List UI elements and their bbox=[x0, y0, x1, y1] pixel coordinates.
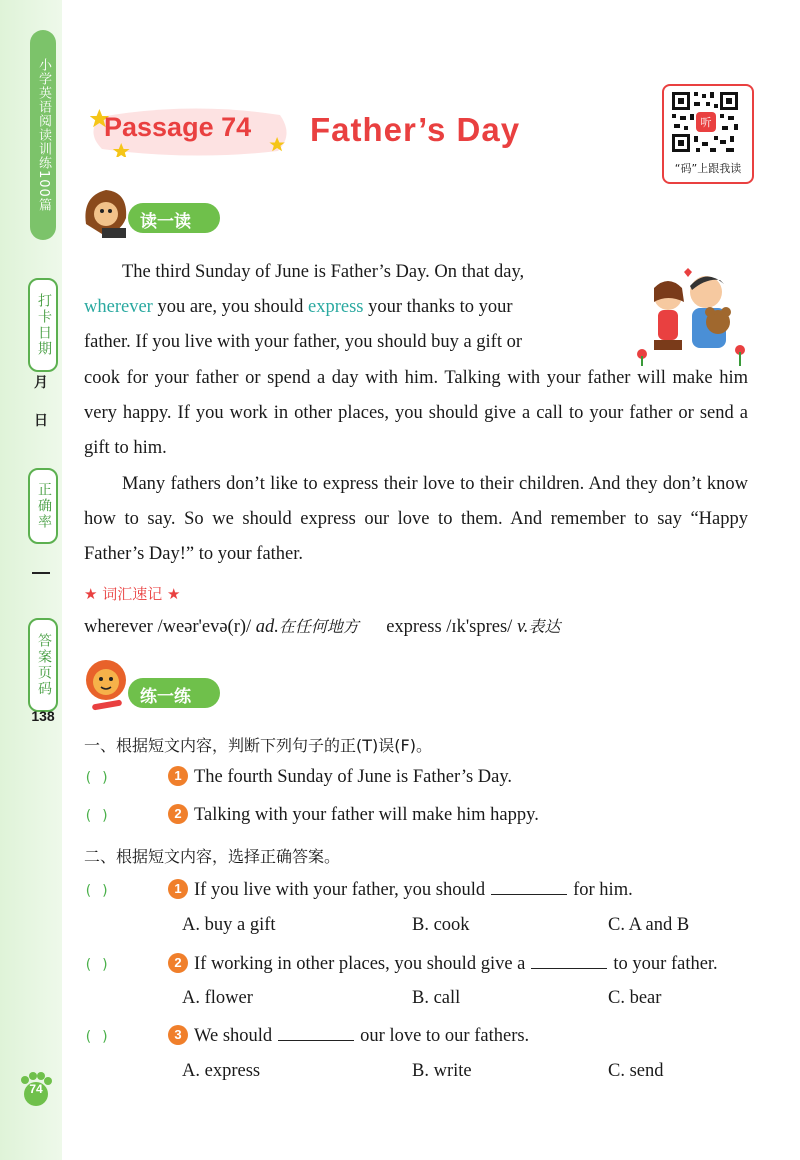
option-b[interactable]: B. call bbox=[412, 988, 461, 1008]
passage-line-2: wherever you are, you should express your thanks to your bbox=[84, 297, 513, 317]
passage-line-1: The third Sunday of June is Father’s Day. On that day, bbox=[122, 262, 525, 282]
vocab-list bbox=[84, 614, 560, 638]
fill-blank[interactable] bbox=[491, 878, 567, 895]
answer-parentheses[interactable]: ( ) bbox=[84, 1029, 110, 1045]
option-b[interactable]: B. cook bbox=[412, 915, 470, 935]
tf-question-2: ( ) 2 Talking with your father will make him happy. bbox=[84, 805, 539, 825]
fill-blank[interactable] bbox=[278, 1024, 354, 1041]
hedgehog-reading-icon bbox=[80, 184, 130, 242]
section-practice-label: 练一练 bbox=[140, 687, 191, 707]
vocab-pos: ad. bbox=[255, 617, 279, 637]
answer-parentheses[interactable]: ( ) bbox=[84, 957, 110, 973]
vocab-word: wherever bbox=[84, 617, 153, 637]
lion-pencil-icon bbox=[82, 654, 132, 714]
vocab-word: express bbox=[386, 617, 442, 637]
vocab-pos: v. bbox=[516, 617, 529, 637]
option-a[interactable]: A. express bbox=[182, 1061, 261, 1081]
checkin-date-label: 打卡日期 bbox=[28, 278, 58, 372]
passage-line-3: father. If you live with your father, you should buy a gift or bbox=[84, 332, 523, 352]
question-number: 1 bbox=[168, 879, 188, 899]
mc-question-1: ( ) 1 If you live with your father, you should for him. bbox=[84, 880, 633, 900]
option-c[interactable]: C. send bbox=[608, 1061, 664, 1081]
vocab-ipa: /ɪk'spres/ bbox=[446, 617, 513, 637]
page-number: 74 bbox=[29, 1082, 43, 1096]
passage-paragraph-2: Many fathers don’t like to express their love to their children. And they don’t know how to say. So we should express our love to them. And remember to say “Happy Father’s Day!” to your father. bbox=[84, 474, 748, 564]
qr-badge-text: 听 bbox=[700, 116, 712, 129]
option-c[interactable]: C. bear bbox=[608, 988, 662, 1008]
fill-blank[interactable] bbox=[531, 952, 607, 969]
question-number: 1 bbox=[168, 766, 188, 786]
qr-code-icon[interactable] bbox=[670, 90, 740, 154]
vocab-title: ★ 词汇速记 ★ bbox=[84, 585, 181, 603]
mc-question-3: ( ) 3 We should our love to our fathers. bbox=[84, 1026, 530, 1046]
qr-caption: “码”上跟我读 bbox=[674, 162, 742, 175]
answer-parentheses[interactable]: ( ) bbox=[84, 883, 110, 899]
vocab-meaning: 在任何地方 bbox=[278, 617, 359, 636]
vocab-ipa: /weər'evə(r)/ bbox=[157, 617, 252, 637]
part2-heading: 二、根据短文内容，选择正确答案。 bbox=[84, 847, 341, 866]
part1-heading: 一、根据短文内容，判断下列句子的正(T)误(F)。 bbox=[84, 736, 432, 755]
mc-question-2: ( ) 2 If working in other places, you should give a to your father. bbox=[84, 954, 718, 974]
option-c[interactable]: C. A and B bbox=[608, 915, 690, 935]
section-read-label: 读一读 bbox=[140, 212, 191, 232]
accuracy-label: 正确率 bbox=[28, 468, 58, 544]
question-number: 2 bbox=[168, 804, 188, 824]
question-number: 2 bbox=[168, 953, 188, 973]
day-label: 日 bbox=[34, 413, 48, 429]
father-child-illustration bbox=[632, 258, 752, 368]
vocab-highlight-express: express bbox=[308, 297, 364, 317]
option-b[interactable]: B. write bbox=[412, 1061, 472, 1081]
answer-page-number: 138 bbox=[31, 708, 55, 724]
vocab-meaning: 表达 bbox=[528, 617, 561, 636]
option-a[interactable]: A. buy a gift bbox=[182, 915, 276, 935]
passage-paragraph-1-rest: cook for your father or spend a day with him. Talking with your father will make him very happy. If you work in other places, you should give a call to your father or send a gift to him. bbox=[84, 368, 748, 458]
page-title: Father’s Day bbox=[310, 111, 521, 148]
passage-label: Passage 74 bbox=[104, 112, 252, 142]
answer-parentheses[interactable]: ( ) bbox=[84, 770, 110, 786]
option-a[interactable]: A. flower bbox=[182, 988, 253, 1008]
tf-question-1: ( ) 1 The fourth Sunday of June is Father’s Day. bbox=[84, 767, 513, 787]
answer-parentheses[interactable]: ( ) bbox=[84, 808, 110, 824]
question-number: 3 bbox=[168, 1025, 188, 1045]
book-title-tab: 小学英语阅读训练100篇 bbox=[30, 30, 56, 240]
answer-page-label: 答案页码 bbox=[28, 618, 58, 712]
divider bbox=[32, 572, 50, 574]
month-label: 月 bbox=[34, 375, 48, 391]
vocab-highlight-wherever: wherever bbox=[84, 297, 153, 317]
